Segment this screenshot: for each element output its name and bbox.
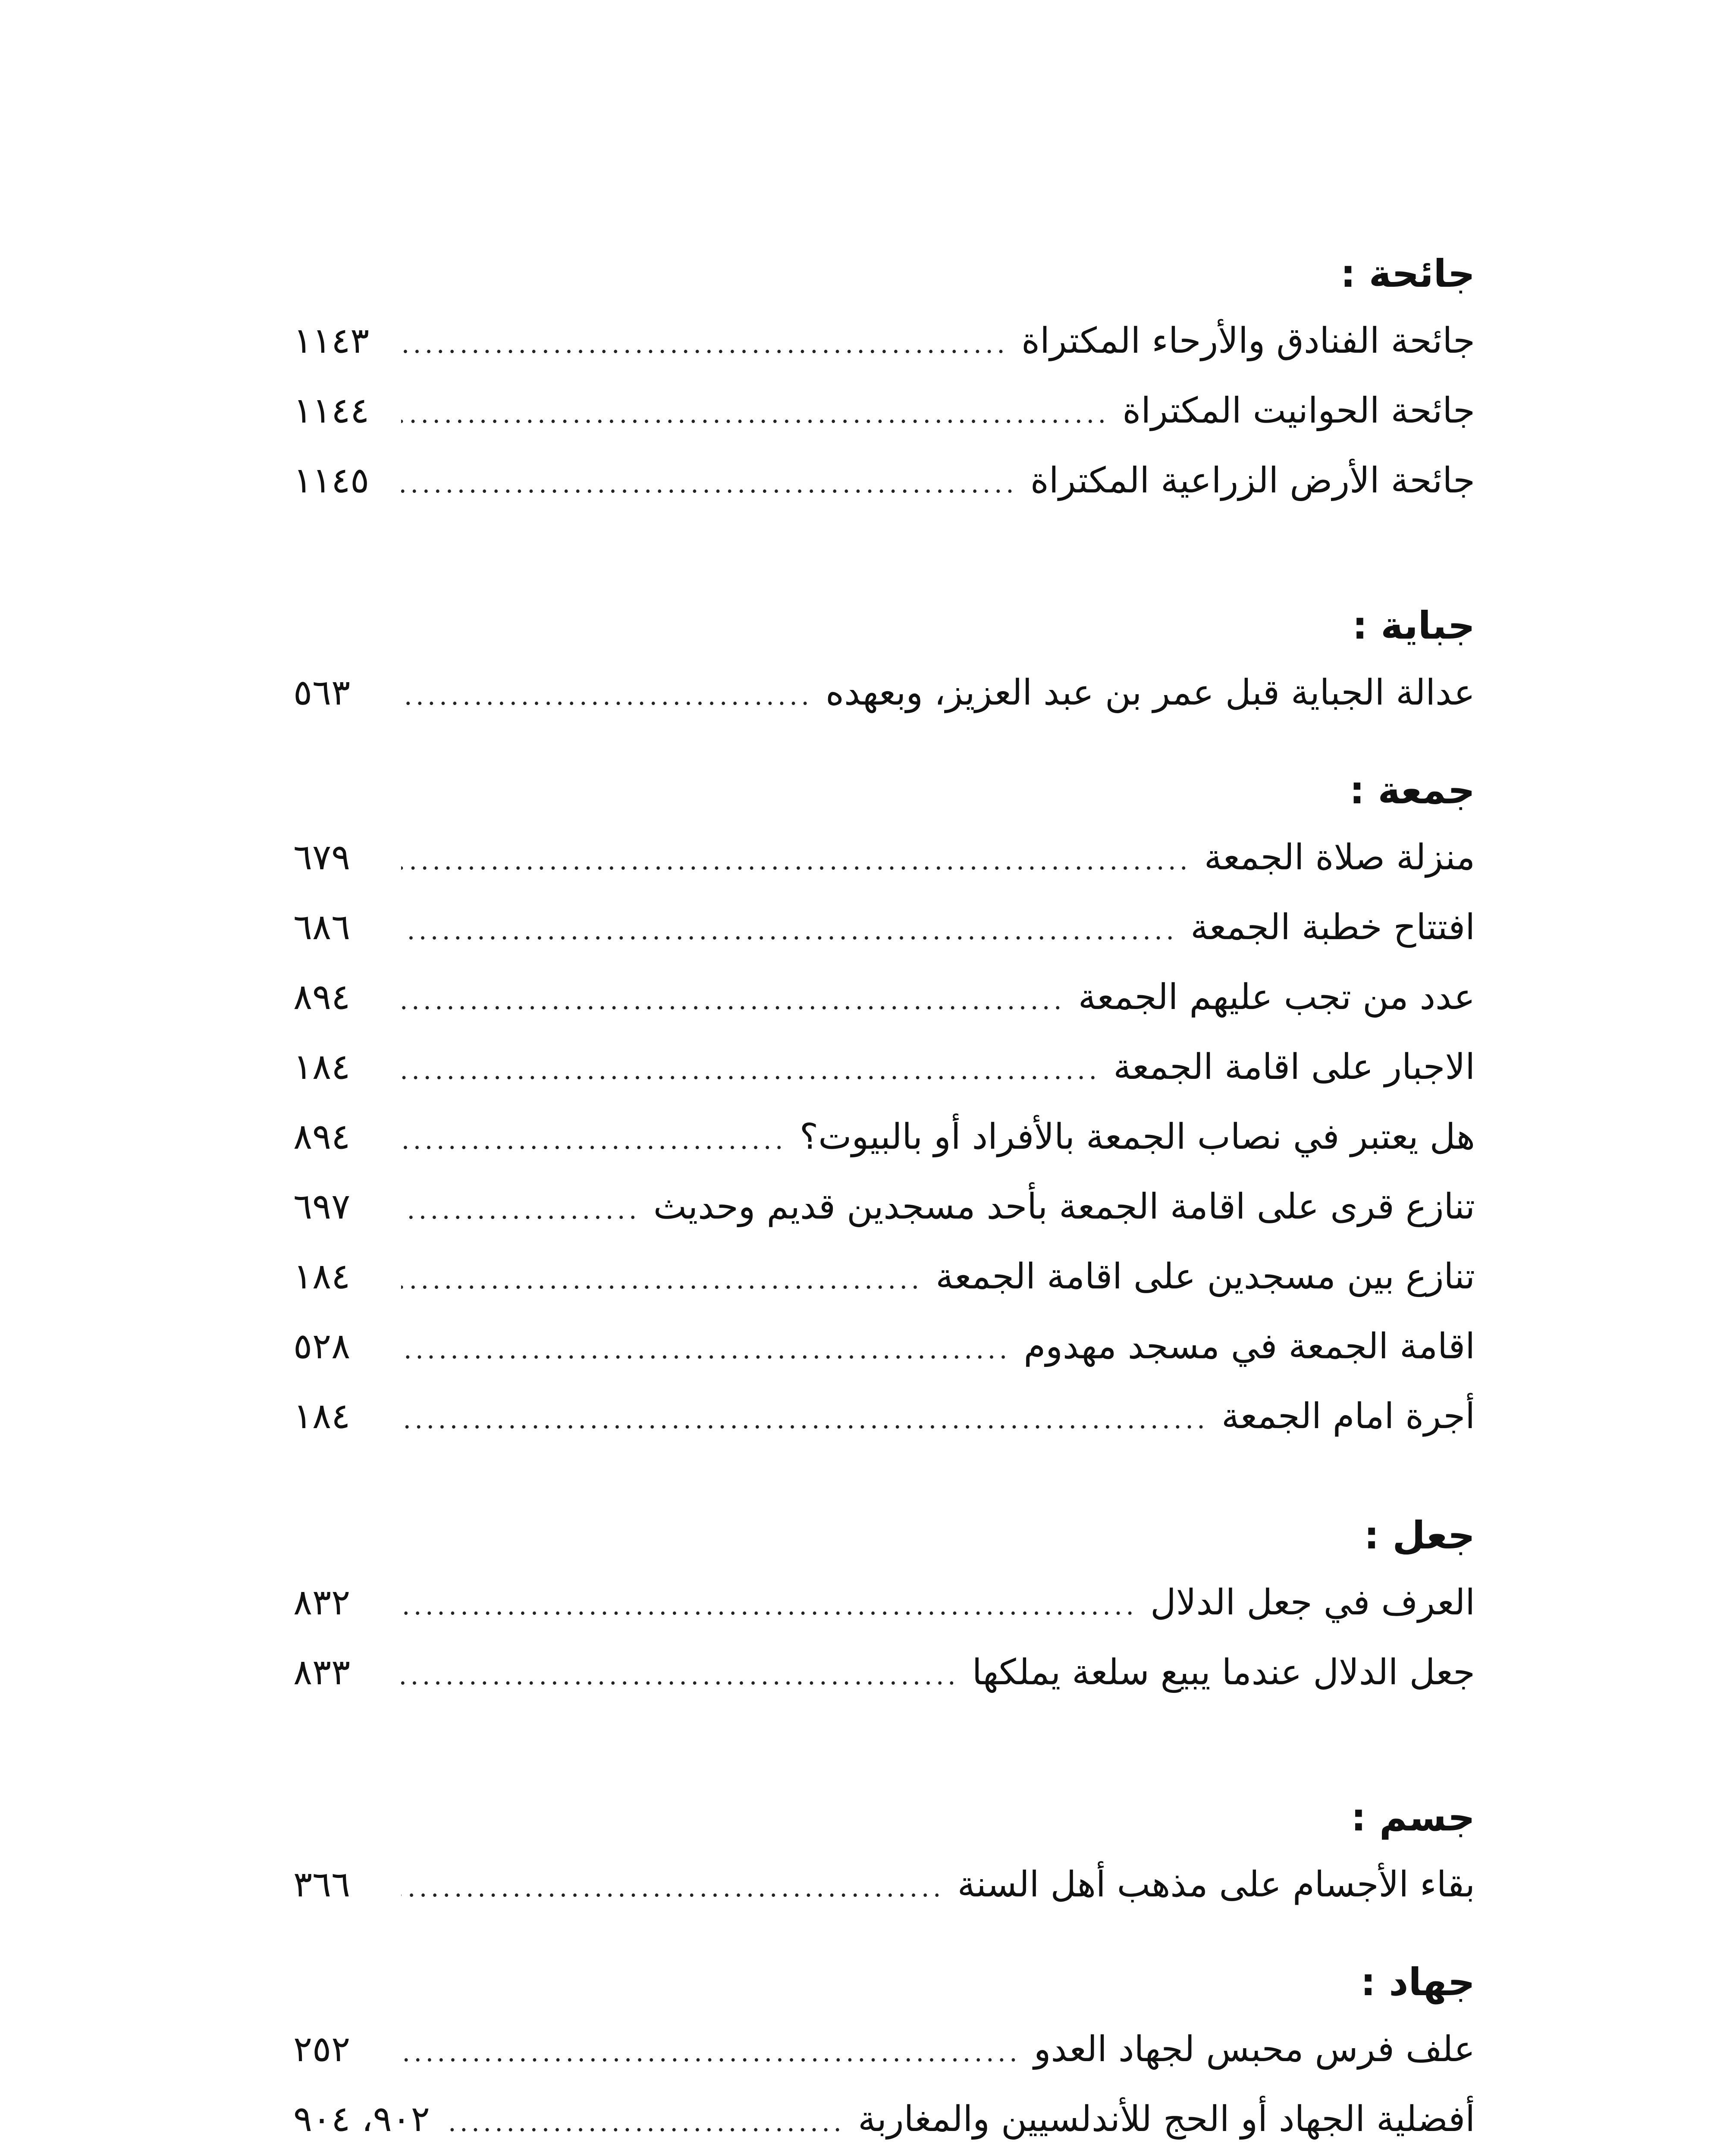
entry-title: العرف في جعل الدلال <box>1150 1582 1475 1623</box>
dot-leader <box>401 896 1177 965</box>
dot-leader <box>401 1035 1100 1105</box>
section-heading: جعل : <box>1364 1513 1475 1557</box>
dot-leader <box>401 2018 1021 2087</box>
entry-title: تنازع قرى على اقامة الجمعة بأحد مسجدين قديم وحديث <box>653 1186 1475 1227</box>
entry-page-number: ١٨٤ <box>293 1256 351 1297</box>
index-entry <box>293 446 1475 516</box>
index-entry <box>293 658 1475 728</box>
dot-leader <box>401 1245 923 1315</box>
entry-title: جائحة الفنادق والأرحاء المكتراة <box>1021 320 1475 361</box>
index-entry <box>293 2015 1475 2084</box>
entry-title: افتتاح خطبة الجمعة <box>1190 907 1475 948</box>
entry-page-number: ٦٧٩ <box>293 837 351 878</box>
entry-title: أفضلية الجهاد أو الحج للأندلسيين والمغاربة <box>858 2099 1475 2140</box>
dot-leader <box>401 1853 945 1923</box>
index-entry <box>293 1242 1475 1312</box>
entry-page-number: ٢٥٢ <box>293 2029 351 2070</box>
entry-title: أجرة امام الجمعة <box>1221 1396 1475 1437</box>
dot-leader <box>401 661 813 731</box>
section-heading: جهاد : <box>1360 1960 1475 2004</box>
index-section-jual <box>293 1503 1475 1708</box>
entry-title: بقاء الأجسام على مذهب أهل السنة <box>957 1864 1475 1905</box>
entry-title: عدالة الجباية قبل عمر بن عبد العزيز، وبعهده <box>826 672 1475 713</box>
index-section-jaiha <box>293 241 1475 516</box>
entry-page-number: ١١٤٥ <box>293 460 370 501</box>
dot-leader <box>401 826 1191 896</box>
index-entry <box>293 2084 1475 2154</box>
index-entry <box>293 893 1475 962</box>
index-entry <box>293 1172 1475 1242</box>
dot-leader <box>401 309 1008 379</box>
entry-title: عدد من تجب عليهم الجمعة <box>1078 977 1475 1018</box>
entry-page-number: ٨٩٤ <box>293 1116 351 1157</box>
index-entry <box>293 1382 1475 1451</box>
entry-title: اقامة الجمعة في مسجد مهدوم <box>1023 1326 1475 1367</box>
dot-leader <box>401 1641 959 1711</box>
entry-title: جائحة الأرض الزراعية المكتراة <box>1030 460 1475 501</box>
index-entry <box>293 1568 1475 1638</box>
index-section-jism <box>293 1785 1475 1920</box>
index-section-jumua <box>293 758 1475 1451</box>
entry-page-number: ١٨٤ <box>293 1396 351 1437</box>
section-heading: جباية : <box>1352 603 1475 648</box>
entry-title: الاجبار على اقامة الجمعة <box>1113 1047 1475 1087</box>
entry-page-number: ٥٢٨ <box>293 1326 351 1367</box>
index-entry <box>293 1850 1475 1920</box>
index-entry <box>293 306 1475 376</box>
entry-title: علف فرس محبس لجهاد العدو <box>1033 2029 1475 2070</box>
index-entry <box>293 1638 1475 1708</box>
dot-leader <box>401 379 1109 449</box>
index-entry <box>293 1312 1475 1382</box>
entry-title: تنازع بين مسجدين على اقامة الجمعة <box>935 1256 1475 1297</box>
entry-page-number: ٨٣٣ <box>293 1652 351 1693</box>
entry-page-number: ٦٨٦ <box>293 907 351 948</box>
entry-page-number: ٨٩٤ <box>293 977 351 1018</box>
index-entry <box>293 1102 1475 1172</box>
entry-page-number: ٩٠٢، ٩٠٤ <box>293 2099 430 2140</box>
index-entry <box>293 962 1475 1032</box>
section-heading: جائحة : <box>1340 251 1475 296</box>
dot-leader <box>401 449 1017 519</box>
dot-leader <box>401 1385 1209 1454</box>
index-entry <box>293 376 1475 446</box>
index-entry <box>293 1032 1475 1102</box>
dot-leader <box>401 1571 1137 1641</box>
entry-page-number: ١٨٤ <box>293 1047 351 1087</box>
entry-title: هل يعتبر في نصاب الجمعة بالأفراد أو بالبيوت؟ <box>799 1116 1475 1157</box>
entry-page-number: ٣٦٦ <box>293 1864 351 1905</box>
index-section-jibaya <box>293 593 1475 728</box>
section-heading: جمعة : <box>1349 768 1475 812</box>
index-section-jihad <box>293 1950 1475 2154</box>
subject-index <box>293 241 1475 2154</box>
dot-leader <box>443 2087 845 2156</box>
index-entry <box>293 823 1475 893</box>
entry-page-number: ٥٦٣ <box>293 672 351 713</box>
entry-title: جائحة الحوانيت المكتراة <box>1122 390 1475 431</box>
section-heading: جسم : <box>1351 1795 1475 1839</box>
entry-page-number: ١١٤٣ <box>293 320 370 361</box>
dot-leader <box>401 965 1065 1035</box>
entry-title: منزلة صلاة الجمعة <box>1204 837 1475 878</box>
dot-leader <box>401 1315 1011 1385</box>
entry-title: جعل الدلال عندما يبيع سلعة يملكها <box>972 1652 1475 1693</box>
entry-page-number: ٨٣٢ <box>293 1582 351 1623</box>
dot-leader <box>401 1175 640 1245</box>
dot-leader <box>401 1105 787 1175</box>
entry-page-number: ٦٩٧ <box>293 1186 351 1227</box>
entry-page-number: ١١٤٤ <box>293 390 370 431</box>
